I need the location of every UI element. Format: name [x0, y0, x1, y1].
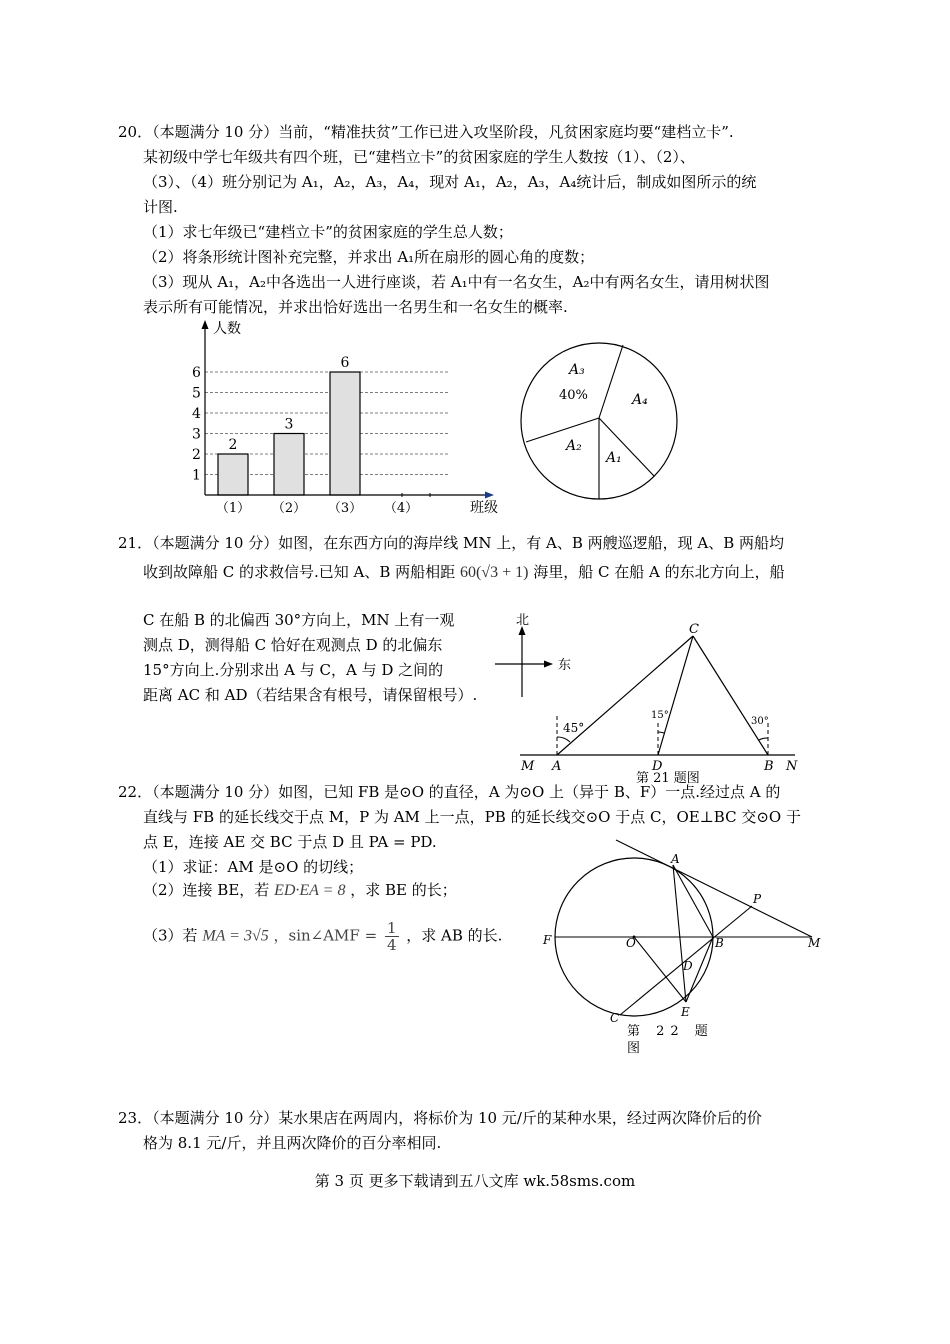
q22-line-1: 22．（本题满分 10 分）如图，已知 FB 是⊙O 的直径，A 为⊙O 上（异于 B、F）一点.经过点 A 的 [118, 783, 781, 801]
bar [218, 454, 248, 495]
q21-para-1: C 在船 B 的北偏西 30°方向上，MN 上有一观 [143, 611, 455, 629]
point-label-c: C [689, 622, 699, 637]
point-label-d: D [683, 959, 693, 973]
y-tick-label: 2 [192, 447, 201, 463]
angle-arc-b [759, 738, 768, 740]
bar [330, 372, 360, 495]
angle-arc-d [658, 732, 664, 733]
q23-line-2: 格为 8.1 元/斤，并且两次降价的百分率相同. [143, 1134, 442, 1152]
pie-divider-a2-a3 [526, 418, 599, 442]
point-label-a: A [671, 852, 680, 866]
angle-label-15: 15° [651, 710, 669, 721]
q20-sub-3a: （3）现从 A₁，A₂中各选出一人进行座谈，若 A₁中有一名女生，A₂中有两名女生，请用树状图 [143, 273, 770, 291]
pie-label-a3: A₃ [569, 362, 585, 378]
point-label-o: O [626, 936, 636, 950]
pie-label-a1: A₁ [606, 450, 622, 466]
pie-chart [514, 336, 684, 506]
q22-sub-1: （1）求证：AM 是⊙O 的切线； [143, 858, 364, 876]
q21-para-4: 距离 AC 和 AD（若结果含有根号，请保留根号）. [143, 686, 478, 704]
point-label-p: P [753, 892, 762, 906]
q22-fraction-den: 4 [386, 936, 397, 954]
x-tick-label: （2） [271, 501, 307, 516]
q20-sub-3b: 表示所有可能情况，并求出恰好选出一名男生和一名女生的概率. [143, 298, 568, 316]
q21-triangle-diagram [515, 620, 815, 790]
q20-sub-1: （1）求七年级已“建档立卡”的贫困家庭的学生总人数； [143, 223, 513, 241]
x-tick-label: （4） [383, 501, 419, 516]
q21-para-3: 15°方向上.分别求出 A 与 C，A 与 D 之间的 [143, 661, 444, 679]
q20-sub-2: （2）将条形统计图补充完整，并求出 A₁所在扇形的圆心角的度数； [143, 248, 595, 266]
q22-line-3: 点 E，连接 AE 交 BC 于点 D 且 PA = PD. [143, 833, 437, 851]
bar-chart-ylabel: 人数 [213, 321, 241, 337]
pie-divider-a3-a4 [599, 345, 623, 418]
q23-line-1: 23．（本题满分 10 分）某水果店在两周内，将标价为 10 元/斤的某种水果，经过两次降价后的价 [118, 1109, 762, 1127]
q22-circle-diagram [540, 830, 840, 1060]
bar-chart [180, 318, 500, 518]
q21-line-2b: 海里，船 C 在船 A 的东北方向上，船 [533, 563, 785, 581]
x-tick-label: （3） [327, 501, 363, 516]
segment-ac [557, 636, 693, 755]
q21-para-2: 测点 D，测得船 C 恰好在观测点 D 的北偏东 [143, 636, 443, 654]
q22-figure-caption-2: 图 [627, 1041, 641, 1056]
q22-sub-3b: ，求 AB 的长. [406, 926, 503, 945]
q20-line-1: 20．（本题满分 10 分）当前，“精准扶贫”工作已进入攻坚阶段，凡贫困家庭均要“建档立卡”. [118, 123, 734, 141]
angle-label-30: 30° [751, 716, 769, 727]
q20-line-4: 计图. [143, 198, 178, 216]
q21-distance-formula: 60(√3 + 1) [459, 564, 529, 581]
point-label-e: E [681, 1005, 690, 1019]
q22-sub-3a: （3）若 [143, 926, 198, 945]
q21-line-2a: 收到故障船 C 的求救信号.已知 A、B 两船相距 [143, 563, 456, 581]
bar-chart-y-ticks [192, 365, 201, 484]
compass-north-label: 北 [516, 613, 530, 628]
q22-sub-3 [143, 920, 502, 953]
q20-line-2: 某初级中学七年级共有四个班，已“建档立卡”的贫困家庭的学生人数按（1）、（2）、 [143, 148, 695, 166]
y-tick-label: 4 [192, 406, 201, 422]
q22-sub-2a: （2）连接 BE，若 [143, 881, 270, 899]
pie-label-a2: A₂ [566, 438, 582, 454]
x-tick-label: （1） [215, 501, 251, 516]
q21-line-1: 21．（本题满分 10 分）如图，在东西方向的海岸线 MN 上，有 A、B 两艘巡逻船，现 A、B 两船均 [118, 534, 785, 552]
y-tick-label: 1 [192, 467, 201, 484]
q22-sub-3m: ，sin∠AMF = [273, 926, 378, 945]
bar-data-label: 2 [228, 437, 238, 453]
point-label-m: M [808, 936, 821, 950]
bar [274, 434, 304, 496]
q22-sub-2b: ，求 BE 的长； [350, 881, 457, 899]
q22-line-2: 直线与 FB 的延长线交于点 M，P 为 AM 上一点，PB 的延长线交⊙O 于点 C，OE⊥BC 交⊙O 于 [143, 808, 801, 826]
point-label-n: N [786, 759, 798, 774]
point-label-c: C [610, 1011, 620, 1025]
pie-label-a3-percent: 40% [559, 388, 588, 403]
pie-label-a4: A₄ [632, 392, 648, 408]
segment-dc [658, 636, 693, 755]
compass-east-label: 东 [558, 658, 572, 673]
bar-chart-xlabel: 班级 [470, 500, 498, 516]
angle-label-45: 45° [563, 721, 585, 735]
x-axis-arrow-icon [485, 492, 494, 499]
q21-figure-caption: 第 21 题图 [636, 771, 700, 786]
q22-fraction [385, 920, 399, 953]
q21-line-2 [143, 562, 785, 583]
pie-divider-a4-a1 [599, 418, 654, 476]
angle-arc-a [557, 737, 570, 742]
page-footer: 第 3 页 更多下载请到五八文库 wk.58sms.com [314, 1172, 636, 1190]
point-label-a: A [552, 759, 562, 774]
q22-fraction-num: 1 [386, 919, 397, 937]
q22-formula-ma: MA = 3√5 [202, 927, 269, 945]
bar-chart-bars [218, 355, 360, 495]
bar-data-label: 3 [284, 416, 294, 433]
q22-sub-2 [143, 880, 457, 901]
point-label-m: M [521, 759, 535, 774]
bar-chart-x-ticks [216, 493, 430, 516]
q22-figure-caption-1: 第 22 题 [627, 1024, 714, 1039]
segment-bc [693, 636, 768, 755]
point-label-b: B [764, 759, 774, 774]
tangent-line [616, 840, 812, 937]
point-label-d: D [652, 759, 663, 774]
y-tick-label: 6 [192, 365, 201, 381]
q20-line-3: （3）、（4）班分别记为 A₁，A₂，A₃，A₄，现对 A₁，A₂，A₃，A₄统计后，制成如图所示的统 [143, 173, 757, 191]
y-axis-arrow-icon [202, 320, 209, 329]
point-label-b: B [715, 936, 724, 950]
point-label-f: F [543, 933, 552, 947]
q22-formula-ed-ea: ED·EA = 8 [274, 882, 346, 899]
y-tick-label: 3 [192, 426, 201, 443]
segment-oe [634, 937, 686, 1002]
bar-data-label: 6 [340, 355, 350, 371]
y-tick-label: 5 [192, 385, 201, 402]
